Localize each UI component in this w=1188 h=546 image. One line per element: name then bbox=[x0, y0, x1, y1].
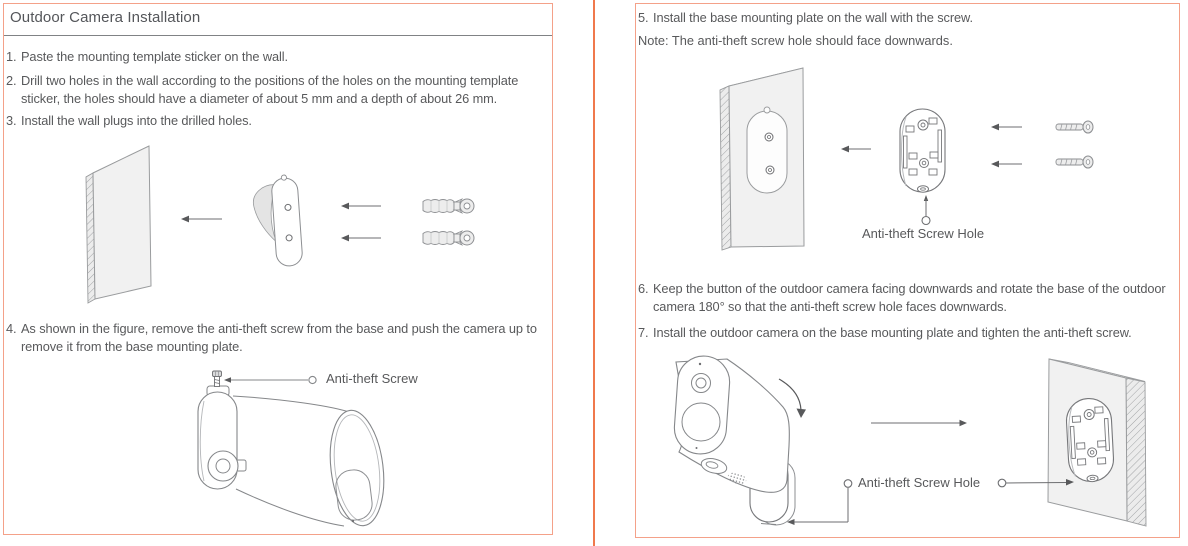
step-number: 6. bbox=[638, 281, 649, 296]
step-number: 7. bbox=[638, 325, 649, 340]
arrow-left-icon bbox=[341, 235, 381, 242]
arrow-left-icon bbox=[991, 161, 1022, 168]
arrow-left-icon bbox=[341, 203, 381, 210]
callout-leader-line bbox=[224, 376, 316, 383]
wall-illustration bbox=[720, 68, 804, 250]
screw-icon bbox=[1056, 156, 1093, 168]
arrow-left-icon bbox=[841, 146, 871, 153]
outdoor-camera-front-illustration bbox=[673, 354, 795, 525]
arrow-right-icon bbox=[871, 420, 967, 426]
step-text: Install the wall plugs into the drilled holes. bbox=[21, 113, 252, 128]
base-mounting-plate bbox=[1065, 397, 1114, 482]
anti-theft-screw-hole-label: Anti-theft Screw Hole bbox=[862, 226, 985, 241]
anti-theft-screw-hole-label: Anti-theft Screw Hole bbox=[858, 475, 981, 490]
arrow-left-icon bbox=[991, 124, 1022, 131]
note-text: Note: The anti-theft screw hole should face downwards. bbox=[638, 33, 953, 48]
figure-camera-mounting bbox=[673, 354, 1146, 526]
callout-leader-line bbox=[787, 480, 852, 525]
anti-theft-screw-icon bbox=[213, 371, 222, 387]
outdoor-camera-rear-illustration bbox=[198, 386, 390, 529]
mounting-template-sticker bbox=[252, 174, 303, 268]
step-text: Paste the mounting template sticker on the wall. bbox=[21, 49, 288, 64]
screw-icon bbox=[1056, 121, 1093, 133]
wall-plug-icon bbox=[423, 231, 474, 245]
step-number: 4. bbox=[6, 321, 17, 336]
anti-theft-screw-label: Anti-theft Screw bbox=[326, 371, 418, 386]
page-title: Outdoor Camera Installation bbox=[10, 9, 201, 26]
step-text: As shown in the figure, remove the anti-theft screw from the base and push the camera up to remove it from the base mounting plate. bbox=[21, 321, 537, 354]
arrow-left-icon bbox=[181, 216, 222, 223]
figure-camera-removal bbox=[198, 371, 390, 529]
step-text: Install the outdoor camera on the base mounting plate and tighten the anti-theft screw. bbox=[653, 325, 1132, 340]
step-text: Install the base mounting plate on the wall with the screw. bbox=[653, 10, 973, 25]
callout-leader-line bbox=[922, 195, 930, 225]
step-number: 3. bbox=[6, 113, 17, 128]
step-number: 5. bbox=[638, 10, 649, 25]
step-number: 2. bbox=[6, 73, 17, 88]
mounting-template-sticker bbox=[747, 107, 787, 193]
wall-plug-icon bbox=[423, 199, 474, 213]
wall-illustration bbox=[86, 146, 151, 303]
base-mounting-plate bbox=[900, 109, 945, 192]
figure-plate-installation bbox=[720, 68, 1093, 250]
step-number: 1. bbox=[6, 49, 17, 64]
step-text: Drill two holes in the wall according to the positions of the holes on the mounting template sticker, the holes should have a diameter of about 5 mm and a depth of about 26 mm. bbox=[21, 73, 519, 106]
figure-wall-plugs bbox=[86, 146, 474, 303]
step-text: Keep the button of the outdoor camera facing downwards and rotate the base of the outdoor camera 180° so that the anti-theft screw hole faces downwards. bbox=[653, 281, 1166, 314]
